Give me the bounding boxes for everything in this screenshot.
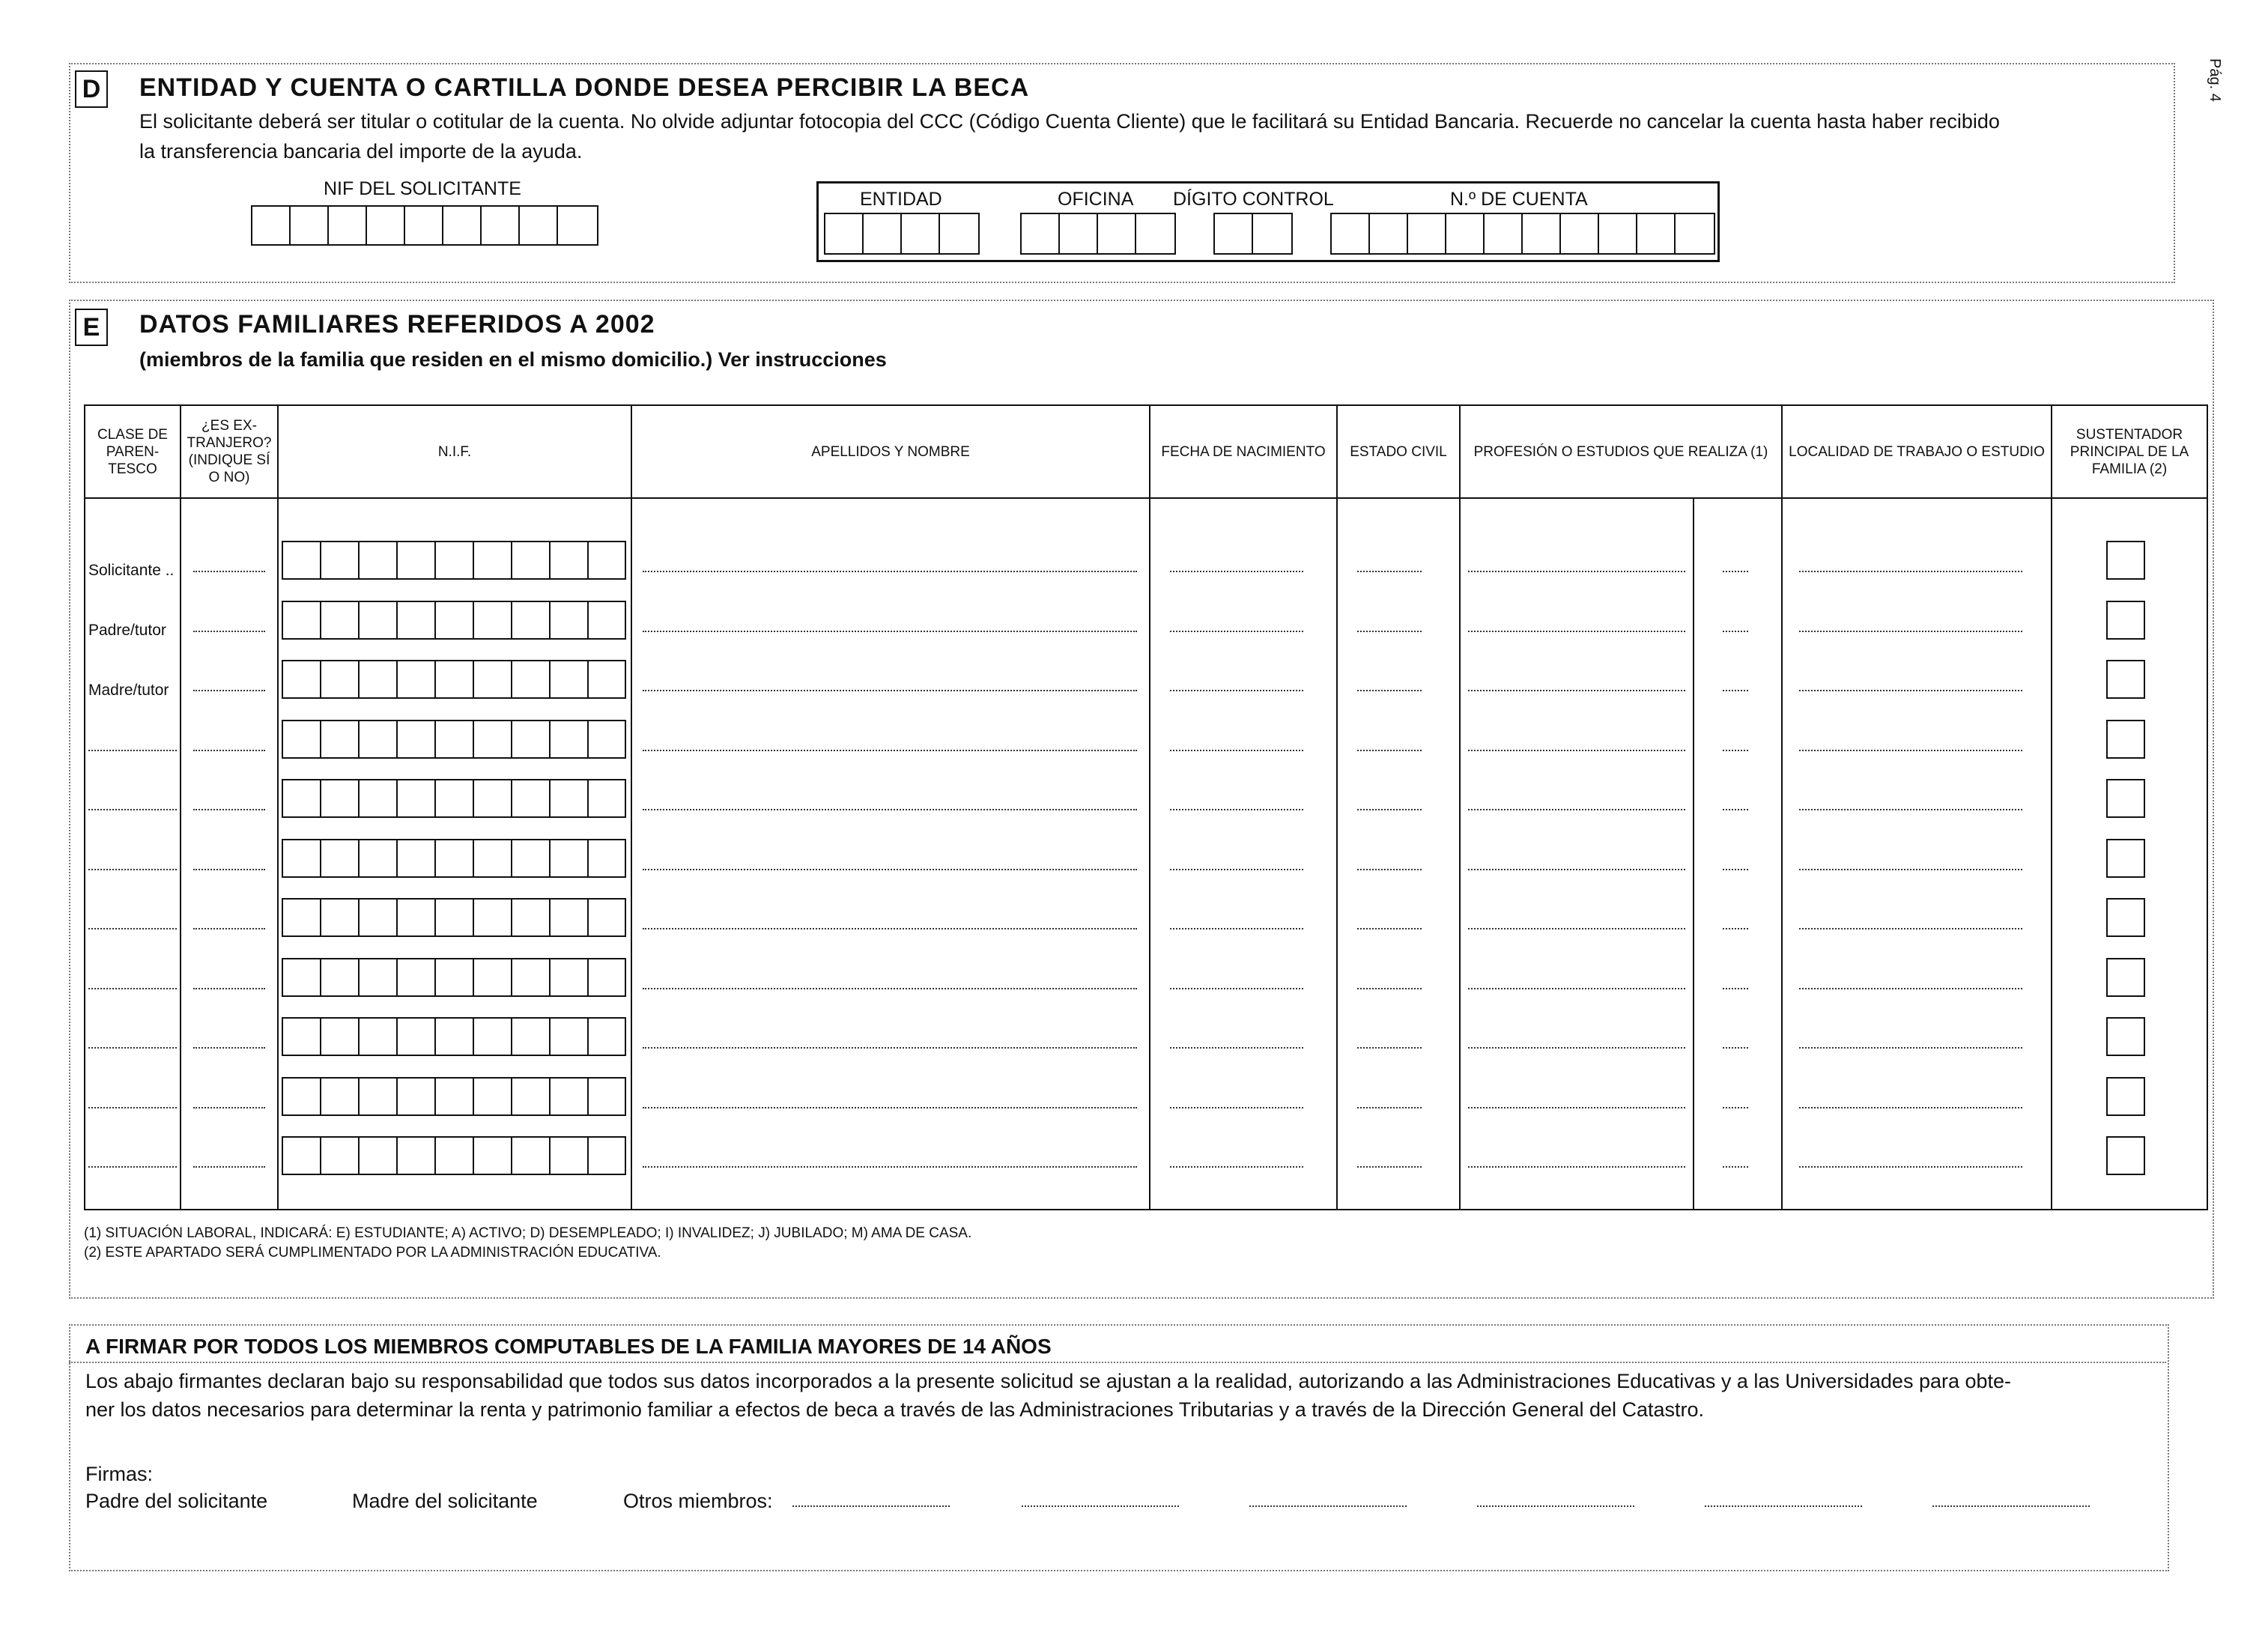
nif-digit-box[interactable]	[360, 780, 398, 816]
localidad-field[interactable]	[1799, 571, 2022, 572]
member-nif-boxes[interactable]	[282, 720, 626, 759]
oficina-boxes[interactable]	[1020, 213, 1176, 255]
profesion-code-field[interactable]	[1723, 1166, 1748, 1168]
madre-signature-label[interactable]: Madre del solicitante	[352, 1490, 538, 1512]
fecha-nacimiento-field[interactable]	[1170, 809, 1303, 810]
col-localidad	[1782, 498, 2052, 1210]
nif-digit-box[interactable]	[512, 602, 551, 638]
extranjero-field[interactable]	[193, 988, 265, 989]
apellidos-nombre-field[interactable]	[643, 631, 1137, 632]
cuenta-digit-box[interactable]	[1637, 214, 1676, 253]
section-d-letter: D	[75, 70, 108, 108]
nif-digit-box[interactable]	[321, 1019, 360, 1055]
control-digit-box[interactable]	[1215, 214, 1253, 253]
row-label-padre: Padre/tutor	[88, 622, 166, 639]
entidad-label: ENTIDAD	[860, 189, 942, 210]
parentesco-field[interactable]	[88, 928, 177, 929]
nif-solicitante-boxes[interactable]	[251, 205, 598, 246]
header-localidad: LOCALIDAD DE TRABAJO O ESTUDIO	[1782, 405, 2052, 498]
digito-control-boxes[interactable]	[1213, 213, 1293, 255]
note-1: (1) SITUACIÓN LABORAL, INDICARÁ: E) ESTUDIANTE; A) ACTIVO; D) DESEMPLEADO; I) INVALIDEZ; J) JUBILADO; M) AMA DE CASA.	[84, 1225, 972, 1241]
estado-civil-field[interactable]	[1357, 988, 1422, 989]
apellidos-nombre-field[interactable]	[643, 1166, 1137, 1168]
fecha-nacimiento-field[interactable]	[1170, 750, 1303, 751]
note-2: (2) ESTE APARTADO SERÁ CUMPLIMENTADO POR LA ADMINISTRACIÓN EDUCATIVA.	[84, 1245, 661, 1261]
row-label-solicitante: Solicitante ..	[88, 562, 175, 579]
extranjero-field[interactable]	[193, 571, 265, 572]
localidad-field[interactable]	[1799, 1047, 2022, 1049]
entidad-digit-box[interactable]	[864, 214, 902, 253]
profesion-field[interactable]	[1468, 1107, 1685, 1108]
localidad-field[interactable]	[1799, 690, 2022, 691]
profesion-field[interactable]	[1468, 809, 1685, 810]
nif-digit-box[interactable]	[360, 900, 398, 935]
nif-digit-box[interactable]	[551, 900, 589, 935]
nif-digit-box[interactable]	[589, 840, 625, 876]
apellidos-nombre-field[interactable]	[643, 988, 1137, 989]
sustentador-checkbox[interactable]	[2106, 541, 2145, 580]
header-nombre: APELLIDOS Y NOMBRE	[631, 405, 1150, 498]
numero-cuenta-boxes[interactable]	[1330, 213, 1715, 255]
profesion-code-field[interactable]	[1723, 988, 1748, 989]
nif-digit-box[interactable]	[474, 780, 512, 816]
nif-digit-box[interactable]	[589, 1079, 625, 1114]
nif-digit-box[interactable]	[436, 1079, 474, 1114]
header-extranjero: ¿ES EX- TRANJERO? (INDIQUE SÍ O NO)	[181, 405, 278, 498]
nif-digit-box[interactable]	[474, 959, 512, 995]
nif-digit-box[interactable]	[321, 542, 360, 578]
nif-digit-box[interactable]	[589, 661, 625, 697]
nif-digit-box[interactable]	[321, 1138, 360, 1174]
nif-digit-box[interactable]	[474, 1019, 512, 1055]
profesion-field[interactable]	[1468, 631, 1685, 632]
section-e-title: DATOS FAMILIARES REFERIDOS A 2002	[139, 310, 655, 339]
nif-digit-box[interactable]	[589, 900, 625, 935]
parentesco-field[interactable]	[88, 988, 177, 989]
oficina-digit-box[interactable]	[1136, 214, 1174, 253]
cuenta-digit-box[interactable]	[1599, 214, 1637, 253]
nif-digit-box[interactable]	[398, 959, 436, 995]
cuenta-digit-box[interactable]	[1485, 214, 1523, 253]
cuenta-digit-box[interactable]	[1332, 214, 1370, 253]
nif-digit-box[interactable]	[436, 900, 474, 935]
otros-signature-line[interactable]	[1477, 1505, 1634, 1507]
nif-digit-box[interactable]	[321, 661, 360, 697]
estado-civil-field[interactable]	[1357, 631, 1422, 632]
nif-digit-box[interactable]	[436, 661, 474, 697]
entidad-digit-box[interactable]	[825, 214, 864, 253]
nif-digit-box[interactable]	[283, 542, 321, 578]
localidad-field[interactable]	[1799, 988, 2022, 989]
profesion-field[interactable]	[1468, 1047, 1685, 1049]
nif-digit-box[interactable]	[291, 207, 329, 244]
section-d-text-line2: la transferencia bancaria del importe de la ayuda.	[139, 140, 583, 163]
nif-digit-box[interactable]	[360, 542, 398, 578]
nif-digit-box[interactable]	[283, 602, 321, 638]
nif-digit-box[interactable]	[398, 1019, 436, 1055]
section-d-title: ENTIDAD Y CUENTA O CARTILLA DONDE DESEA PERCIBIR LA BECA	[139, 73, 1030, 102]
entidad-boxes[interactable]	[824, 213, 980, 255]
nif-digit-box[interactable]	[321, 959, 360, 995]
numero-cuenta-label: N.º DE CUENTA	[1450, 189, 1588, 210]
profesion-field[interactable]	[1468, 690, 1685, 691]
sustentador-checkbox[interactable]	[2106, 601, 2145, 640]
sustentador-checkbox[interactable]	[2106, 958, 2145, 997]
localidad-field[interactable]	[1799, 631, 2022, 632]
parentesco-field[interactable]	[88, 1047, 177, 1049]
oficina-digit-box[interactable]	[1098, 214, 1136, 253]
sustentador-checkbox[interactable]	[2106, 779, 2145, 818]
profesion-field[interactable]	[1468, 869, 1685, 870]
nif-digit-box[interactable]	[589, 1019, 625, 1055]
apellidos-nombre-field[interactable]	[643, 750, 1137, 751]
profesion-field[interactable]	[1468, 750, 1685, 751]
member-nif-boxes[interactable]	[282, 1136, 626, 1175]
sustentador-checkbox[interactable]	[2106, 839, 2145, 878]
estado-civil-field[interactable]	[1357, 1107, 1422, 1108]
extranjero-field[interactable]	[193, 1107, 265, 1108]
cuenta-digit-box[interactable]	[1370, 214, 1408, 253]
nif-digit-box[interactable]	[283, 721, 321, 757]
parentesco-field[interactable]	[88, 750, 177, 751]
extranjero-field[interactable]	[193, 928, 265, 929]
col-estado	[1337, 498, 1460, 1210]
nif-digit-box[interactable]	[398, 1138, 436, 1174]
nif-digit-box[interactable]	[436, 542, 474, 578]
nif-digit-box[interactable]	[551, 661, 589, 697]
nif-digit-box[interactable]	[405, 207, 443, 244]
sustentador-checkbox[interactable]	[2106, 1136, 2145, 1175]
nif-digit-box[interactable]	[558, 207, 597, 244]
extranjero-field[interactable]	[193, 1047, 265, 1049]
row-label-madre: Madre/tutor	[88, 682, 169, 699]
profesion-code-field[interactable]	[1723, 1047, 1748, 1049]
nif-digit-box[interactable]	[474, 602, 512, 638]
nif-digit-box[interactable]	[360, 1019, 398, 1055]
nif-digit-box[interactable]	[474, 1138, 512, 1174]
nif-digit-box[interactable]	[474, 900, 512, 935]
sustentador-checkbox[interactable]	[2106, 1077, 2145, 1116]
nif-digit-box[interactable]	[398, 1079, 436, 1114]
nif-digit-box[interactable]	[321, 602, 360, 638]
nif-digit-box[interactable]	[474, 1079, 512, 1114]
col-nombre	[631, 498, 1150, 1210]
sustentador-checkbox[interactable]	[2106, 898, 2145, 937]
control-digit-box[interactable]	[1253, 214, 1291, 253]
nif-digit-box[interactable]	[367, 207, 405, 244]
extranjero-field[interactable]	[193, 809, 265, 810]
nif-digit-box[interactable]	[321, 900, 360, 935]
nif-digit-box[interactable]	[283, 959, 321, 995]
otros-signature-line[interactable]	[1705, 1505, 1862, 1507]
otros-signature-line[interactable]	[792, 1505, 950, 1507]
nif-digit-box[interactable]	[360, 959, 398, 995]
fecha-nacimiento-field[interactable]	[1170, 1107, 1303, 1108]
header-profesion: PROFESIÓN O ESTUDIOS QUE REALIZA (1)	[1460, 405, 1782, 498]
profesion-code-field[interactable]	[1723, 631, 1748, 632]
sustentador-checkbox[interactable]	[2106, 720, 2145, 759]
nif-digit-box[interactable]	[436, 721, 474, 757]
nif-digit-box[interactable]	[474, 840, 512, 876]
header-nif: N.I.F.	[278, 405, 631, 498]
cuenta-digit-box[interactable]	[1523, 214, 1561, 253]
nif-digit-box[interactable]	[589, 1138, 625, 1174]
oficina-label: OFICINA	[1058, 189, 1134, 210]
profesion-code-field[interactable]	[1723, 809, 1748, 810]
nif-digit-box[interactable]	[283, 1019, 321, 1055]
localidad-field[interactable]	[1799, 928, 2022, 929]
nif-digit-box[interactable]	[321, 1079, 360, 1114]
member-nif-boxes[interactable]	[282, 541, 626, 580]
nif-digit-box[interactable]	[321, 721, 360, 757]
signature-text-line1: Los abajo firmantes declaran bajo su responsabilidad que todos sus datos incorporados a la presente solicitud se ajustan a la realidad, autorizando a las Administraciones Educativas y a las Universidades para obte-	[85, 1370, 2012, 1392]
nif-digit-box[interactable]	[283, 1079, 321, 1114]
apellidos-nombre-field[interactable]	[643, 690, 1137, 691]
nif-digit-box[interactable]	[398, 840, 436, 876]
padre-signature-label[interactable]: Padre del solicitante	[85, 1490, 268, 1512]
localidad-field[interactable]	[1799, 750, 2022, 751]
member-nif-boxes[interactable]	[282, 601, 626, 640]
nif-digit-box[interactable]	[482, 207, 520, 244]
nif-digit-box[interactable]	[436, 1019, 474, 1055]
nif-digit-box[interactable]	[551, 959, 589, 995]
nif-digit-box[interactable]	[551, 542, 589, 578]
profesion-code-field[interactable]	[1723, 869, 1748, 870]
col-fecha	[1150, 498, 1337, 1210]
fecha-nacimiento-field[interactable]	[1170, 988, 1303, 989]
col-parentesco	[85, 498, 181, 1210]
nif-digit-box[interactable]	[512, 959, 551, 995]
otros-miembros-label: Otros miembros:	[623, 1490, 773, 1512]
nif-digit-box[interactable]	[436, 840, 474, 876]
nif-digit-box[interactable]	[512, 721, 551, 757]
profesion-field[interactable]	[1468, 1166, 1685, 1168]
nif-digit-box[interactable]	[436, 1138, 474, 1174]
nif-digit-box[interactable]	[436, 959, 474, 995]
profesion-code-field[interactable]	[1723, 571, 1748, 572]
member-nif-boxes[interactable]	[282, 1017, 626, 1056]
nif-digit-box[interactable]	[436, 780, 474, 816]
nif-digit-box[interactable]	[474, 542, 512, 578]
nif-digit-box[interactable]	[589, 721, 625, 757]
extranjero-field[interactable]	[193, 750, 265, 751]
nif-digit-box[interactable]	[360, 840, 398, 876]
estado-civil-field[interactable]	[1357, 928, 1422, 929]
signature-title: A FIRMAR POR TODOS LOS MIEMBROS COMPUTABLES DE LA FAMILIA MAYORES DE 14 AÑOS	[85, 1335, 1052, 1358]
extranjero-field[interactable]	[193, 869, 265, 870]
otros-signature-line[interactable]	[1249, 1505, 1407, 1507]
cuenta-digit-box[interactable]	[1446, 214, 1485, 253]
extranjero-field[interactable]	[193, 1166, 265, 1168]
nif-digit-box[interactable]	[360, 721, 398, 757]
nif-digit-box[interactable]	[283, 840, 321, 876]
apellidos-nombre-field[interactable]	[643, 928, 1137, 929]
nif-digit-box[interactable]	[520, 207, 558, 244]
profesion-code-field[interactable]	[1723, 928, 1748, 929]
nif-digit-box[interactable]	[360, 661, 398, 697]
fecha-nacimiento-field[interactable]	[1170, 1047, 1303, 1049]
localidad-field[interactable]	[1799, 809, 2022, 810]
section-d-text-line1: El solicitante deberá ser titular o cotitular de la cuenta. No olvide adjuntar fotocopia del CCC (Código Cuenta Cliente) que le facilitará su Entidad Bancaria. Recuerde no cancelar la cuenta hasta haber recibido	[139, 110, 2000, 133]
nif-digit-box[interactable]	[551, 721, 589, 757]
extranjero-field[interactable]	[193, 690, 265, 691]
fecha-nacimiento-field[interactable]	[1170, 571, 1303, 572]
apellidos-nombre-field[interactable]	[643, 571, 1137, 572]
header-fecha: FECHA DE NACIMIENTO	[1150, 405, 1337, 498]
nif-digit-box[interactable]	[589, 542, 625, 578]
col-profesion	[1460, 498, 1694, 1210]
nif-digit-box[interactable]	[252, 207, 291, 244]
parentesco-field[interactable]	[88, 869, 177, 870]
sustentador-checkbox[interactable]	[2106, 1017, 2145, 1056]
nif-digit-box[interactable]	[551, 840, 589, 876]
nif-digit-box[interactable]	[589, 602, 625, 638]
nif-digit-box[interactable]	[512, 780, 551, 816]
member-nif-boxes[interactable]	[282, 1077, 626, 1116]
apellidos-nombre-field[interactable]	[643, 1047, 1137, 1049]
nif-digit-box[interactable]	[398, 780, 436, 816]
nif-digit-box[interactable]	[443, 207, 482, 244]
fecha-nacimiento-field[interactable]	[1170, 631, 1303, 632]
nif-digit-box[interactable]	[512, 661, 551, 697]
nif-digit-box[interactable]	[329, 207, 367, 244]
member-nif-boxes[interactable]	[282, 839, 626, 878]
member-nif-boxes[interactable]	[282, 779, 626, 818]
profesion-field[interactable]	[1468, 571, 1685, 572]
nif-digit-box[interactable]	[512, 1079, 551, 1114]
nif-digit-box[interactable]	[512, 900, 551, 935]
nif-digit-box[interactable]	[398, 661, 436, 697]
localidad-field[interactable]	[1799, 1166, 2022, 1168]
nif-digit-box[interactable]	[551, 1138, 589, 1174]
signature-text-line2: ner los datos necesarios para determinar la renta y patrimonio familiar a efectos de beca a través de las Administraciones Tributarias y a través de la Dirección General del Catastro.	[85, 1398, 1705, 1421]
otros-signature-line[interactable]	[1022, 1505, 1179, 1507]
apellidos-nombre-field[interactable]	[643, 869, 1137, 870]
sustentador-checkbox[interactable]	[2106, 660, 2145, 699]
profesion-code-field[interactable]	[1723, 690, 1748, 691]
fecha-nacimiento-field[interactable]	[1170, 928, 1303, 929]
nif-digit-box[interactable]	[283, 1138, 321, 1174]
nif-digit-box[interactable]	[474, 721, 512, 757]
section-e-letter: E	[75, 309, 108, 346]
localidad-field[interactable]	[1799, 1107, 2022, 1108]
digito-control-label: DÍGITO CONTROL	[1173, 189, 1334, 210]
apellidos-nombre-field[interactable]	[643, 809, 1137, 810]
col-profesion-code	[1694, 498, 1782, 1210]
nif-digit-box[interactable]	[398, 542, 436, 578]
nif-digit-box[interactable]	[283, 661, 321, 697]
nif-digit-box[interactable]	[398, 900, 436, 935]
estado-civil-field[interactable]	[1357, 1166, 1422, 1168]
parentesco-field[interactable]	[88, 809, 177, 810]
parentesco-field[interactable]	[88, 1166, 177, 1168]
nif-digit-box[interactable]	[512, 840, 551, 876]
nif-digit-box[interactable]	[436, 602, 474, 638]
nif-digit-box[interactable]	[589, 959, 625, 995]
firmas-label: Firmas:	[85, 1463, 153, 1485]
section-e-subtitle: (miembros de la familia que residen en el mismo domicilio.) Ver instrucciones	[139, 348, 887, 371]
nif-digit-box[interactable]	[551, 1079, 589, 1114]
nif-digit-box[interactable]	[283, 780, 321, 816]
member-nif-boxes[interactable]	[282, 898, 626, 937]
nif-digit-box[interactable]	[283, 900, 321, 935]
nif-digit-box[interactable]	[321, 840, 360, 876]
header-estado: ESTADO CIVIL	[1337, 405, 1460, 498]
profesion-field[interactable]	[1468, 928, 1685, 929]
localidad-field[interactable]	[1799, 869, 2022, 870]
page-number: Pág. 4	[2207, 58, 2223, 102]
fecha-nacimiento-field[interactable]	[1170, 1166, 1303, 1168]
profesion-code-field[interactable]	[1723, 750, 1748, 751]
col-extranjero	[181, 498, 278, 1210]
parentesco-field[interactable]	[88, 1107, 177, 1108]
estado-civil-field[interactable]	[1357, 571, 1422, 572]
entidad-digit-box[interactable]	[940, 214, 978, 253]
signature-title-divider	[69, 1362, 2166, 1363]
nif-digit-box[interactable]	[551, 1019, 589, 1055]
estado-civil-field[interactable]	[1357, 809, 1422, 810]
nif-digit-box[interactable]	[321, 780, 360, 816]
otros-signature-line[interactable]	[1932, 1505, 2090, 1507]
nif-solicitante-label: NIF DEL SOLICITANTE	[324, 178, 521, 199]
nif-digit-box[interactable]	[398, 602, 436, 638]
fecha-nacimiento-field[interactable]	[1170, 690, 1303, 691]
profesion-code-field[interactable]	[1723, 1107, 1748, 1108]
nif-digit-box[interactable]	[360, 602, 398, 638]
entidad-digit-box[interactable]	[902, 214, 940, 253]
oficina-digit-box[interactable]	[1060, 214, 1098, 253]
member-nif-boxes[interactable]	[282, 660, 626, 699]
estado-civil-field[interactable]	[1357, 869, 1422, 870]
nif-digit-box[interactable]	[512, 1019, 551, 1055]
fecha-nacimiento-field[interactable]	[1170, 869, 1303, 870]
header-parentesco: CLASE DE PAREN- TESCO	[85, 405, 181, 498]
estado-civil-field[interactable]	[1357, 690, 1422, 691]
nif-digit-box[interactable]	[512, 542, 551, 578]
nif-digit-box[interactable]	[398, 721, 436, 757]
estado-civil-field[interactable]	[1357, 750, 1422, 751]
profesion-field[interactable]	[1468, 988, 1685, 989]
cuenta-digit-box[interactable]	[1408, 214, 1446, 253]
nif-digit-box[interactable]	[360, 1079, 398, 1114]
nif-digit-box[interactable]	[589, 780, 625, 816]
estado-civil-field[interactable]	[1357, 1047, 1422, 1049]
extranjero-field[interactable]	[193, 631, 265, 632]
nif-digit-box[interactable]	[551, 602, 589, 638]
member-nif-boxes[interactable]	[282, 958, 626, 997]
cuenta-digit-box[interactable]	[1676, 214, 1714, 253]
nif-digit-box[interactable]	[474, 661, 512, 697]
header-sustentador: SUSTENTADOR PRINCIPAL DE LA FAMILIA (2)	[2052, 405, 2207, 498]
apellidos-nombre-field[interactable]	[643, 1107, 1137, 1108]
cuenta-digit-box[interactable]	[1561, 214, 1599, 253]
nif-digit-box[interactable]	[551, 780, 589, 816]
nif-digit-box[interactable]	[360, 1138, 398, 1174]
nif-digit-box[interactable]	[512, 1138, 551, 1174]
oficina-digit-box[interactable]	[1022, 214, 1060, 253]
